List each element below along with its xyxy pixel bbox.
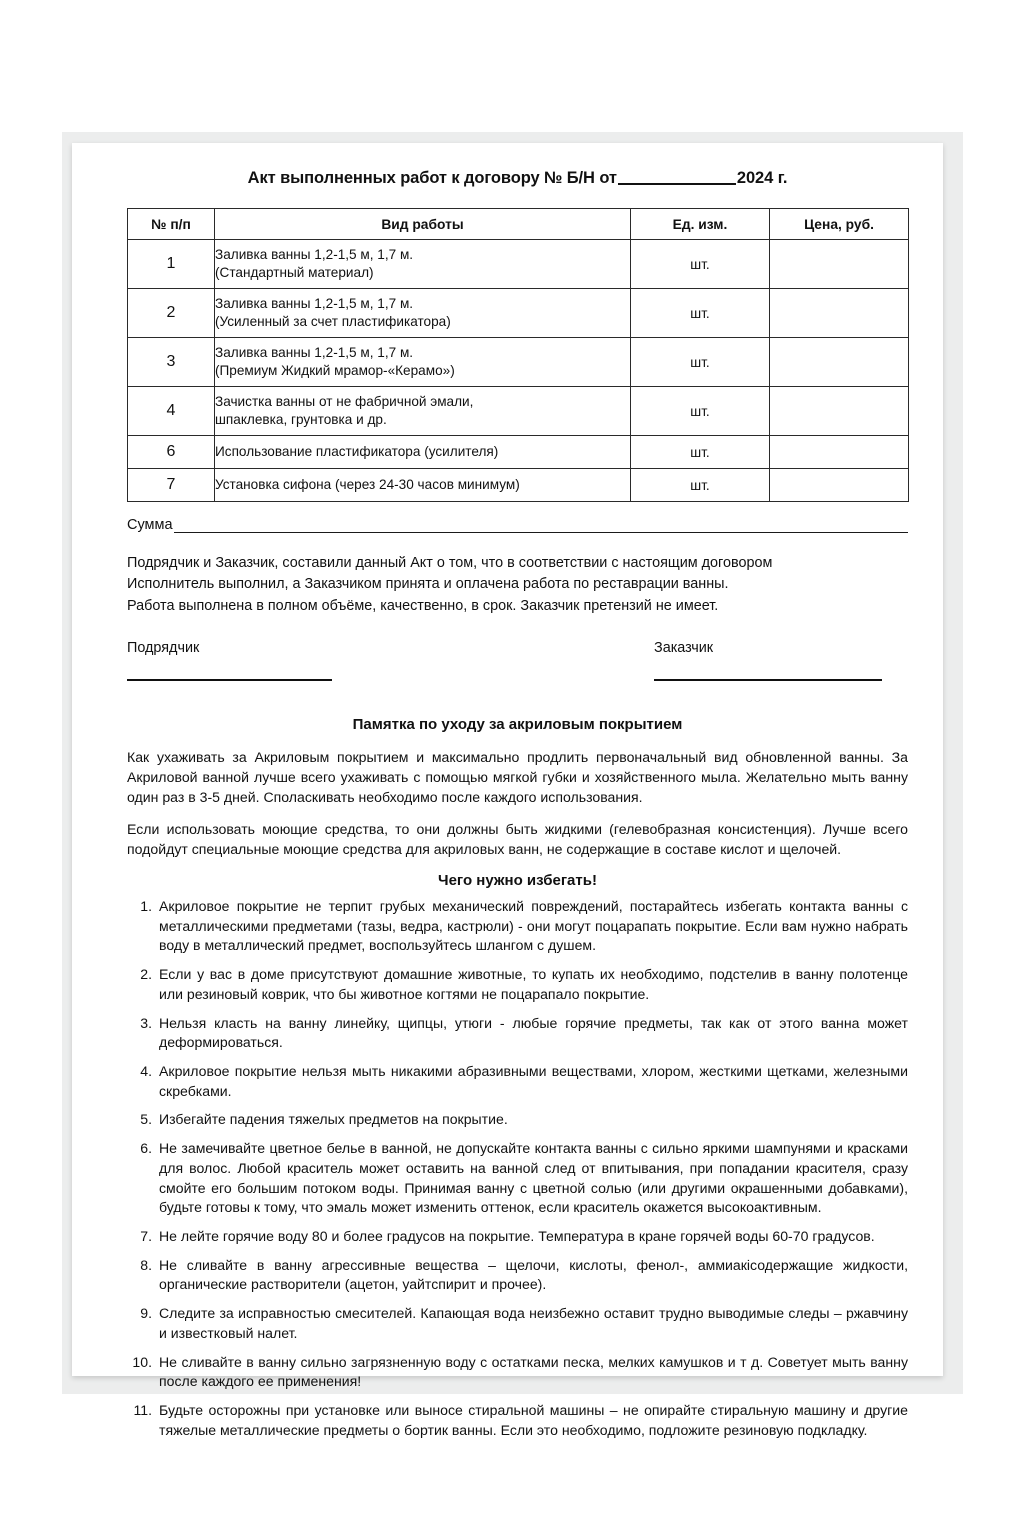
row-work-name-line1: Установка сифона (через 24-30 часов минимум) <box>215 477 520 493</box>
list-item-marker: 5. <box>140 1111 152 1128</box>
row-work-name-line1: Заливка ванны 1,2-1,5 м, 1,7 м. <box>215 247 414 263</box>
list-item <box>127 965 908 1004</box>
row-unit: шт. <box>631 387 770 436</box>
list-item <box>127 1304 908 1343</box>
list-item-text: Нельзя класть на ванну линейку, щипцы, утюги - любые горячие предметы, так как от этого ванна может деформироваться. <box>159 1014 908 1051</box>
page-title-prefix: Акт выполненных работ к договору № Б/Н от <box>247 169 617 187</box>
row-work-name <box>215 240 631 289</box>
contractor-label: Подрядчик <box>127 639 200 656</box>
care-heading: Памятка по уходу за акриловым покрытием <box>352 715 683 733</box>
row-work-name-line1: Использование пластификатора (усилителя) <box>215 444 499 460</box>
document-sheet <box>72 143 943 1438</box>
works-table-body <box>128 240 909 502</box>
sum-field <box>127 517 908 533</box>
row-unit: шт. <box>631 240 770 289</box>
row-work-name <box>215 289 631 338</box>
row-price[interactable] <box>770 436 909 469</box>
signature-lines <box>127 679 908 695</box>
list-item-marker: 7. <box>140 1228 152 1244</box>
statement-line-2: Исполнитель выполнил, а Заказчиком принята и оплачена работа по реставрации ванны. <box>127 576 729 593</box>
table-row <box>128 387 909 436</box>
list-item-marker: 10. <box>132 1353 152 1370</box>
table-row <box>128 240 909 289</box>
list-item-text: Акриловое покрытие не терпит грубых механический повреждений, постарайтесь избегать контакта ванны с металлическими предметами (тазы, ведра, кастрюли) - они могут поцарапать покрытие. Если вам нужно набрать воду в металлический предмет, воспользуйтесь шлангом с душем. <box>159 897 908 954</box>
avoid-heading: Чего нужно избегать! <box>438 871 597 889</box>
row-unit: шт. <box>631 289 770 338</box>
list-item-text: Если у вас в доме присутствуют домашние животные, то купать их необходимо, подстелив в ванну полотенце или резиновый коврик, что бы животное когтями не поцарапало покрытие. <box>159 966 908 1002</box>
row-work-name-line2: (Стандартный материал) <box>215 265 374 280</box>
row-price[interactable] <box>770 469 909 502</box>
page-title-suffix: 2024 г. <box>736 169 788 187</box>
statement-paragraph <box>127 553 908 617</box>
avoid-list <box>127 897 908 1441</box>
row-price[interactable] <box>770 289 909 338</box>
row-work-name-line1: Зачистка ванны от не фабричной эмали, <box>215 394 474 410</box>
row-number: 1 <box>128 240 215 289</box>
works-table <box>127 208 909 502</box>
list-item-text: Будьте осторожны при установке или выносе стиральной машины – не опирайте стиральную машину и другие тяжелые металлические предметы о бортик ванны. Если это необходимо, подложите резиновую подкладку. <box>159 1402 908 1438</box>
list-item-marker: 2. <box>140 966 152 983</box>
row-work-name-line1: Заливка ванны 1,2-1,5 м, 1,7 м. <box>215 296 414 312</box>
row-unit: шт. <box>631 436 770 469</box>
row-work-name <box>215 469 631 502</box>
row-price[interactable] <box>770 387 909 436</box>
row-work-name <box>215 338 631 387</box>
list-item-text: Не сливайте в ванну агрессивные вещества – щелочи, кислоты, фенол-, аммиакісодержащие жидкости, органические растворители (ацетон, уайтспирит и прочее). <box>159 1256 908 1293</box>
statement-line-1: Подрядчик и Заказчик, составили данный Акт о том, что в соответствии с настоящим договором <box>127 555 773 571</box>
list-item-text: Избегайте падения тяжелых предметов на покрытие. <box>159 1111 508 1128</box>
sum-blank-line[interactable] <box>174 519 908 533</box>
list-item <box>127 1110 908 1130</box>
list-item-marker: 8. <box>140 1256 152 1273</box>
row-price[interactable] <box>770 338 909 387</box>
list-item-text: Акриловое покрытие нельзя мыть никакими абразивными веществами, хлором, жесткими щетками, железными скребками. <box>159 1062 908 1099</box>
care-paragraph-2: Если использовать моющие средства, то они должны быть жидкими (гелевобразная консистенция). Лучше всего подойдут специальные моющие средства для акриловых ванн, не содержащие в составе кислот и щелочей. <box>127 820 908 857</box>
table-row <box>128 436 909 469</box>
list-item <box>127 1353 908 1392</box>
row-work-name-line1: Заливка ванны 1,2-1,5 м, 1,7 м. <box>215 345 414 361</box>
table-row <box>128 469 909 502</box>
row-work-name-line2: шпаклевка, грунтовка и др. <box>215 412 387 427</box>
statement-line-3: Работа выполнена в полном объёме, качественно, в срок. Заказчик претензий не имеет. <box>127 597 719 614</box>
contractor-signature-line[interactable] <box>127 679 332 681</box>
list-item <box>127 1062 908 1101</box>
document-content <box>127 169 908 1449</box>
list-item-marker: 3. <box>140 1014 152 1031</box>
row-number: 7 <box>128 469 215 502</box>
works-table-head <box>128 209 909 240</box>
customer-label: Заказчик <box>654 639 714 656</box>
signature-labels <box>127 640 908 662</box>
table-row <box>128 289 909 338</box>
list-item <box>127 1256 908 1295</box>
row-number: 2 <box>128 289 215 338</box>
date-blank-line <box>618 183 736 185</box>
table-row <box>128 338 909 387</box>
row-work-name <box>215 387 631 436</box>
header-number: № п/п <box>128 209 215 240</box>
row-number: 6 <box>128 436 215 469</box>
row-unit: шт. <box>631 338 770 387</box>
list-item-marker: 9. <box>140 1305 152 1322</box>
list-item-text: Следите за исправностью смесителей. Капающая вода неизбежно оставит трудно выводимые следы – ржавчину и известковый налет. <box>159 1305 908 1341</box>
list-item-text: Не сливайте в ванну сильно загрязненную воду с остатками песка, мелких камушков и т д. Советует мыть ванну после каждого ее применения! <box>159 1353 908 1390</box>
list-item <box>127 1014 908 1053</box>
list-item-marker: 6. <box>140 1140 152 1157</box>
header-work-type: Вид работы <box>215 209 631 240</box>
list-item <box>127 897 908 956</box>
list-item <box>127 1227 908 1247</box>
list-item-marker: 1. <box>140 897 152 914</box>
row-work-name-line2: (Премиум Жидкий мрамор-«Керамо») <box>215 363 455 378</box>
page-title <box>127 169 908 188</box>
list-item <box>127 1401 908 1440</box>
sum-label: Сумма <box>127 517 173 533</box>
list-item-text: Не лейте горячие воду 80 и более градусов на покрытие. Температура в кране горячей воды 60-70 градусов. <box>159 1228 875 1244</box>
row-number: 3 <box>128 338 215 387</box>
care-paragraph-1: Как ухаживать за Акриловым покрытием и максимально продлить первоначальный вид обновленной ванны. За Акриловой ванной лучше всего ухаживать с помощью мягкой губки и хозяйственного мыла. Желательно мыть ванну один раз в 3-5 дней. Споласкивать необходимо после каждого использования. <box>127 748 908 805</box>
row-work-name-line2: (Усиленный за счет пластификатора) <box>215 314 451 329</box>
row-number: 4 <box>128 387 215 436</box>
table-header-row <box>128 209 909 240</box>
list-item-marker: 4. <box>140 1062 152 1079</box>
header-unit: Ед. изм. <box>631 209 770 240</box>
row-price[interactable] <box>770 240 909 289</box>
row-unit: шт. <box>631 469 770 502</box>
list-item <box>127 1139 908 1218</box>
list-item-text: Не замечивайте цветное белье в ванной, не допускайте контакта ванны с сильно яркими шампунями и красками для волос. Любой краситель может оставить на ванной след от впитывания, при попадании красителя, сразу смойте его большим потоком воды. Принимая ванну с цветной солью (или другими окрашенными добавками), будьте готовы к тому, что эмаль может изменить оттенок, если краситель окажется высокоактивным. <box>159 1140 908 1216</box>
list-item-marker: 11. <box>133 1402 152 1419</box>
customer-signature-line[interactable] <box>654 679 882 681</box>
header-price: Цена, руб. <box>770 209 909 240</box>
row-work-name <box>215 436 631 469</box>
